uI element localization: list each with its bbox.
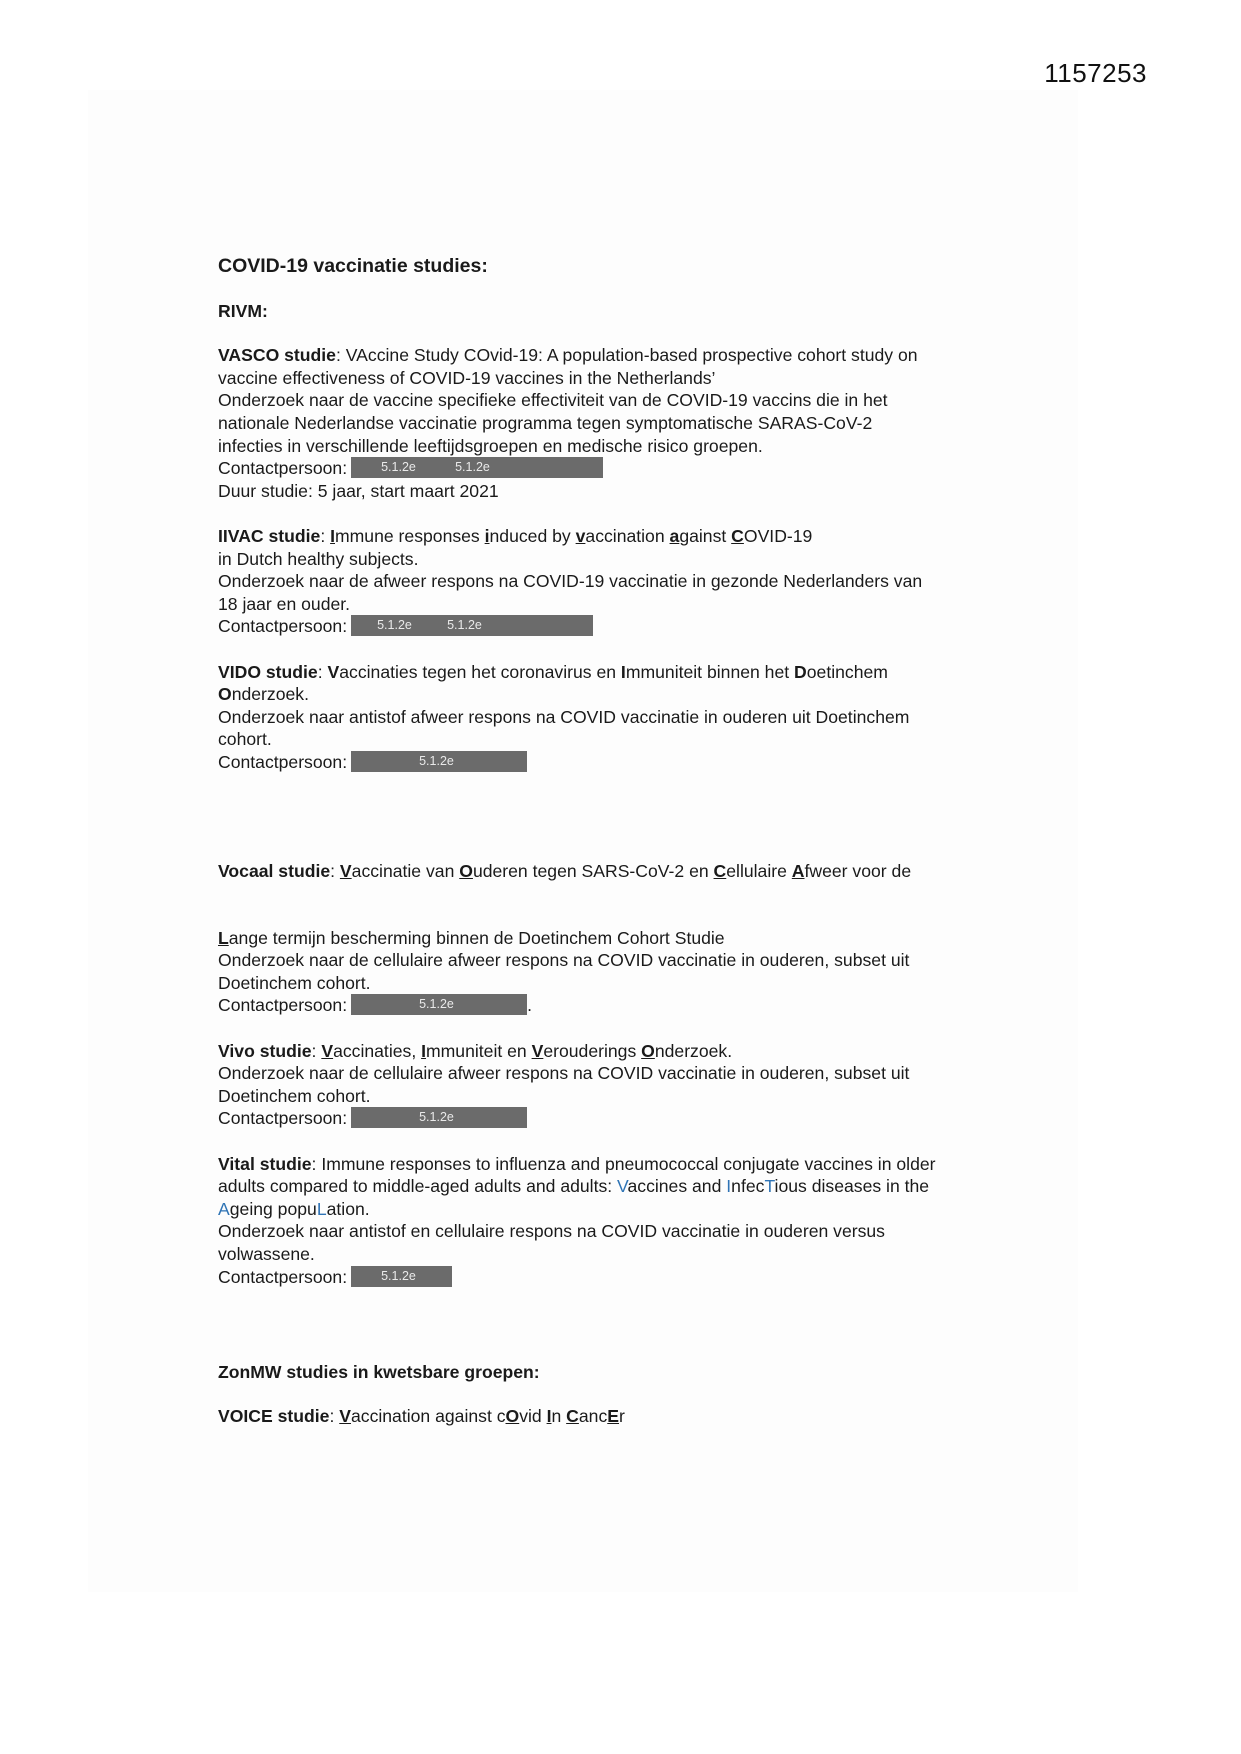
study-name: Vocaal studie — [218, 861, 331, 882]
redaction-code: 5.1.2e — [419, 1110, 454, 1125]
acronym-letter: V — [617, 1176, 628, 1197]
text: . — [527, 995, 532, 1016]
text: ation. — [326, 1198, 370, 1219]
text: OVID-19 — [743, 525, 813, 546]
redaction-code: 5.1.2e — [419, 997, 454, 1012]
acronym-letter: A — [791, 861, 805, 882]
contact-label: Contactpersoon: — [218, 1266, 348, 1287]
study-vasco — [218, 344, 1038, 502]
study-description: Onderzoek naar de cellulaire afweer respons na COVID vaccinatie in ouderen, subset uit — [218, 950, 910, 971]
study-description: Onderzoek naar de cellulaire afweer respons na COVID vaccinatie in ouderen, subset uit — [218, 1063, 910, 1084]
acronym-letter: A — [218, 1198, 230, 1219]
redaction-box — [351, 751, 527, 772]
acronym-letter: I — [620, 661, 626, 682]
text: uderen tegen SARS-CoV-2 en — [472, 861, 714, 882]
redaction-code: 5.1.2e — [419, 753, 454, 768]
text: gainst — [679, 525, 732, 546]
text: : — [329, 1406, 340, 1427]
text: vid — [519, 1406, 547, 1427]
text: ious diseases in the — [774, 1176, 930, 1197]
study-iivac — [218, 525, 1038, 638]
text: nderzoek. — [231, 684, 309, 705]
text: accinaties tegen het coronavirus en — [339, 661, 621, 682]
contact-label: Contactpersoon: — [218, 616, 348, 637]
contact-label: Contactpersoon: — [218, 751, 348, 772]
study-name: VOICE studie — [218, 1406, 330, 1427]
acronym-letter: O — [218, 684, 232, 705]
study-description: Onderzoek naar de afweer respons na COVID-19 vaccinatie in gezonde Nederlanders van — [218, 571, 923, 592]
study-title-text: in Dutch healthy subjects. — [218, 548, 419, 569]
study-title-text: vaccine effectiveness of COVID-19 vaccines in the Netherlands’ — [218, 367, 716, 388]
acronym-letter: I — [546, 1406, 552, 1427]
text: nduced by — [489, 525, 576, 546]
study-vivo — [218, 1040, 1038, 1130]
study-vido — [218, 661, 1038, 774]
study-description: Onderzoek naar de vaccine specifieke effectiviteit van de COVID-19 vaccins die in het — [218, 390, 888, 411]
study-name: IIVAC studie — [218, 525, 321, 546]
acronym-letter: C — [713, 861, 727, 882]
acronym-letter: i — [484, 525, 490, 546]
redaction-box — [351, 994, 527, 1015]
study-description: nationale Nederlandse vaccinatie programma tegen symptomatische SARAS-CoV-2 — [218, 412, 873, 433]
acronym-letter: I — [726, 1176, 732, 1197]
study-description: volwassene. — [218, 1243, 315, 1264]
text: erouderings — [543, 1040, 642, 1061]
section-heading-rivm: RIVM: — [218, 300, 268, 321]
redaction-code: 5.1.2e — [447, 618, 482, 633]
study-vital — [218, 1153, 1038, 1289]
text: anc — [578, 1406, 608, 1427]
text: : — [330, 861, 340, 882]
text: : — [320, 525, 331, 546]
text: : — [311, 1040, 322, 1061]
acronym-letter: a — [669, 525, 680, 546]
text: accination — [585, 525, 670, 546]
section-heading-zonmw: ZonMW studies in kwetsbare groepen: — [218, 1361, 540, 1382]
acronym-letter: C — [566, 1406, 579, 1427]
text: accinatie van — [351, 861, 460, 882]
text: accines and — [627, 1176, 727, 1197]
acronym-letter: E — [607, 1406, 620, 1427]
acronym-letter: O — [459, 861, 473, 882]
study-description: cohort. — [218, 729, 272, 750]
study-name: Vivo studie — [218, 1040, 312, 1061]
study-name: VASCO studie — [218, 345, 336, 366]
document-body — [218, 255, 1038, 1451]
acronym-letter: L — [218, 927, 229, 948]
acronym-letter: v — [575, 525, 586, 546]
contact-label: Contactpersoon: — [218, 1108, 348, 1129]
acronym-letter: L — [316, 1198, 327, 1219]
study-description: 18 jaar en ouder. — [218, 593, 351, 614]
study-description: Onderzoek naar antistof afweer respons na COVID vaccinatie in ouderen uit Doetinchem — [218, 706, 910, 727]
acronym-letter: V — [327, 661, 340, 682]
text: oetinchem — [806, 661, 888, 682]
study-voice — [218, 1405, 1038, 1428]
redaction-code: 5.1.2e — [377, 618, 412, 633]
text: accination against c — [350, 1406, 506, 1427]
redaction-code: 5.1.2e — [381, 460, 416, 475]
text: mmune responses — [335, 525, 485, 546]
contact-label: Contactpersoon: — [218, 458, 348, 479]
contact-label: Contactpersoon: — [218, 995, 348, 1016]
acronym-letter: I — [330, 525, 335, 546]
acronym-letter: I — [421, 1040, 426, 1061]
study-description: Doetinchem cohort. — [218, 972, 371, 993]
study-name: Vital studie — [218, 1153, 312, 1174]
page-title: COVID-19 vaccinatie studies: — [218, 255, 488, 277]
text: n — [551, 1406, 567, 1427]
redaction-code: 5.1.2e — [455, 460, 490, 475]
text: nderzoek. — [654, 1040, 733, 1061]
text: mmuniteit binnen het — [625, 661, 795, 682]
redaction-box — [351, 457, 603, 478]
text: ellulaire — [726, 861, 792, 882]
study-title-text: : VAccine Study COvid-19: A population-based prospective cohort study on — [335, 345, 918, 366]
document-number: 1157253 — [1044, 58, 1147, 88]
text: : Immune responses to influenza and pneumococcal conjugate vaccines in older — [311, 1153, 936, 1174]
study-name: VIDO studie — [218, 661, 318, 682]
redaction-box — [351, 615, 593, 636]
study-duration: Duur studie: 5 jaar, start maart 2021 — [218, 480, 499, 501]
text: nfec — [731, 1176, 765, 1197]
study-vocaal — [218, 860, 1038, 1017]
text: r — [619, 1406, 625, 1427]
acronym-letter: V — [339, 1406, 351, 1427]
text: mmuniteit en — [425, 1040, 532, 1061]
text: adults compared to middle-aged adults and adults: — [218, 1176, 618, 1197]
text: accinaties, — [333, 1040, 422, 1061]
acronym-letter: T — [764, 1176, 775, 1197]
study-description: Onderzoek naar antistof en cellulaire respons na COVID vaccinatie in ouderen versus — [218, 1221, 885, 1242]
acronym-letter: D — [794, 661, 807, 682]
text: : — [317, 661, 328, 682]
acronym-letter: V — [531, 1040, 544, 1061]
acronym-letter: V — [339, 861, 352, 882]
study-description: infecties in verschillende leeftijdsgroepen en medische risico groepen. — [218, 435, 763, 456]
study-description: Doetinchem cohort. — [218, 1085, 371, 1106]
acronym-letter: V — [321, 1040, 334, 1061]
acronym-letter: O — [505, 1406, 520, 1427]
text: geing popu — [229, 1198, 317, 1219]
acronym-letter: C — [731, 525, 744, 546]
redaction-box — [351, 1107, 527, 1128]
redaction-code: 5.1.2e — [381, 1268, 416, 1283]
text: ange termijn bescherming binnen de Doetinchem Cohort Studie — [228, 927, 725, 948]
redaction-box — [351, 1266, 452, 1287]
text: fweer voor de — [804, 861, 912, 882]
acronym-letter: O — [641, 1040, 655, 1061]
